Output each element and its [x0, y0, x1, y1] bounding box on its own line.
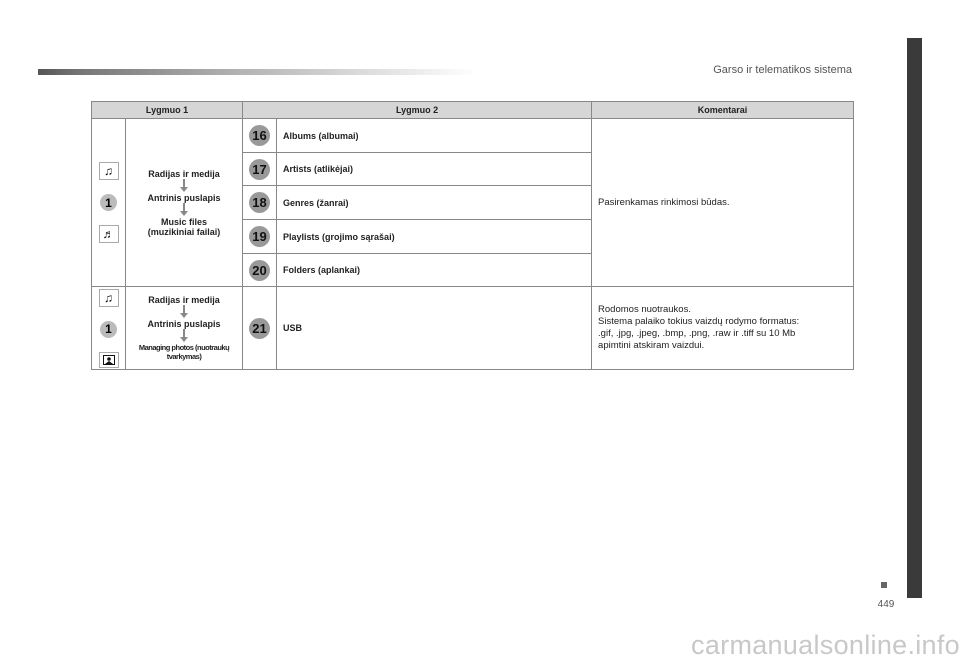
number-badge: 16: [249, 125, 270, 146]
number-badge: 21: [249, 318, 270, 339]
group1-level1: [126, 119, 243, 287]
table-row: [92, 119, 854, 153]
table-header-row: [92, 102, 854, 119]
group1-icons: [92, 119, 126, 287]
level2-genres: Genres (žanrai): [277, 186, 592, 220]
level2-usb: USB: [277, 287, 592, 370]
header-gradient-bar: [38, 69, 478, 75]
music-note-icon: ♫: [99, 162, 119, 180]
level2-folders: Folders (aplankai): [277, 254, 592, 287]
level1-managing-photos: Managing photos (nuotraukų tvarkymas): [138, 343, 230, 361]
comment-line: apimtini atskiram vaizdui.: [598, 340, 705, 351]
page-number: 449: [877, 599, 895, 610]
level2-artists: Artists (atlikėjai): [277, 153, 592, 186]
level2-playlists: Playlists (grojimo sąrašai): [277, 220, 592, 254]
comment-line: Sistema palaiko tokius vaizdų rodymo formatus:: [598, 316, 800, 327]
step-badge: 1: [100, 194, 117, 211]
number-badge: 20: [249, 260, 270, 281]
level1-music-files: Music files: [161, 216, 208, 227]
music-note-icon: ♫: [99, 289, 119, 307]
level1-secondary-page: Antrinis puslapis: [147, 192, 221, 203]
level1-radio-media: Radijas ir medija: [148, 168, 220, 179]
num-cell: [243, 119, 277, 153]
number-badge: 17: [249, 159, 270, 180]
section-title: Garso ir telematikos sistema: [713, 64, 852, 76]
photo-icon: [99, 352, 119, 368]
arrow-down-icon: [179, 179, 189, 193]
menu-table: [91, 101, 854, 370]
level1-secondary-page: Antrinis puslapis: [147, 319, 221, 329]
comment-line: Rodomos nuotraukos.: [598, 304, 691, 315]
side-tab-strip: [907, 38, 922, 598]
music-file-icon: ♬: [99, 225, 119, 243]
number-badge: 18: [249, 192, 270, 213]
col-header-level1: Lygmuo 1: [92, 102, 243, 119]
step-badge: 1: [100, 321, 117, 338]
group2-comment: [592, 287, 854, 370]
num-cell: [243, 287, 277, 370]
page-marker: [881, 582, 887, 588]
number-badge: 19: [249, 226, 270, 247]
arrow-down-icon: [179, 305, 189, 319]
table-row: [92, 287, 854, 370]
col-header-comments: Komentarai: [592, 102, 854, 119]
arrow-down-icon: [179, 329, 189, 343]
level1-music-files-lt: (muzikiniai failai): [147, 226, 221, 237]
num-cell: [243, 254, 277, 287]
col-header-level2: Lygmuo 2: [243, 102, 592, 119]
comment-line: .gif, .jpg, .jpeg, .bmp, .png, .raw ir .tiff su 10 Mb: [598, 328, 796, 339]
level2-albums: Albums (albumai): [277, 119, 592, 153]
num-cell: [243, 153, 277, 186]
group2-icons: [92, 287, 126, 370]
group2-level1: [126, 287, 243, 370]
num-cell: [243, 186, 277, 220]
watermark: carmanualsonline.info: [691, 630, 960, 660]
arrow-down-icon: [179, 203, 189, 217]
num-cell: [243, 220, 277, 254]
group1-comment: Pasirenkamas rinkimosi būdas.: [592, 119, 854, 287]
level1-radio-media: Radijas ir medija: [148, 295, 220, 305]
